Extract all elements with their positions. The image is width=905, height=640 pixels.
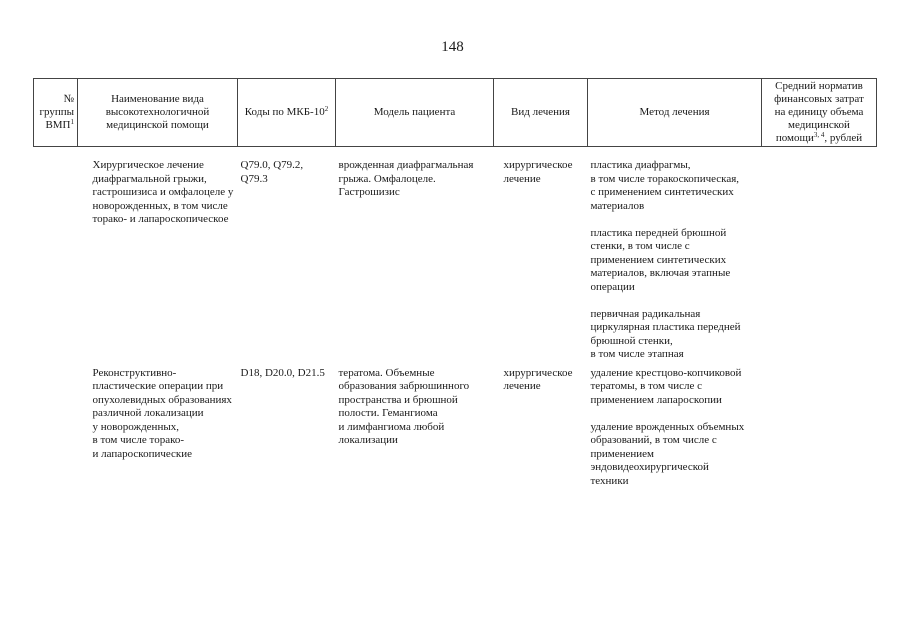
cell-group-no: [34, 147, 78, 362]
table-row: [34, 147, 877, 362]
table-header-row: [34, 79, 877, 147]
cell-cost: [762, 362, 877, 489]
method-item: удаление крестцово-копчиковой тератомы, в том числе с применением лапароскопии: [590, 366, 742, 406]
table-row: [34, 362, 877, 489]
cell-treatment-method: [588, 147, 762, 362]
cell-treatment-type: хирургическое лечение: [503, 159, 573, 185]
cell-name: Хирургическое лечение диафрагмальной грыжи, гастрошизиса и омфалоцеле у новорожденных, в том числе торако- и лапароскопическое: [92, 159, 234, 225]
cell-cost: [762, 147, 877, 362]
cell-group-no: [34, 362, 78, 489]
vmp-table: [33, 78, 877, 488]
method-item: первичная радикальная циркулярная пластика передней брюшной стенки, в том числе этапная: [590, 307, 741, 360]
cell-name: Реконструктивно- пластические операции при опухолевидных образованиях различной локализации у новорожденных, в том числе торако- и лапароскопические: [92, 366, 232, 460]
header-treatment-type: Вид лечения: [494, 79, 588, 147]
header-group-no: № группы ВМП$^1$: [34, 79, 78, 147]
method-item: пластика диафрагмы, в том числе торакоскопическая, с применением синтетических материалов: [590, 159, 740, 212]
cell-codes: D18, D20.0, D21.5: [240, 366, 325, 379]
cell-codes: Q79.0, Q79.2, Q79.3: [240, 159, 304, 185]
header-cost: Средний норматив финансовых затрат на единицу объема медицинской помощи$^{3, 4}$, рублей: [762, 79, 877, 147]
cell-patient-model: врожденная диафрагмальная грыжа. Омфалоцеле. Гастрошизис: [338, 159, 474, 198]
header-name: Наименование вида высокотехнологичной медицинской помощи: [78, 79, 238, 147]
method-item: пластика передней брюшной стенки, в том числе с применением синтетических материалов, включая этапные операции: [590, 226, 731, 293]
cell-patient-model: тератома. Объемные образования забрюшинного пространства и брюшной полости. Гемангиома и лимфангиома любой локализации: [338, 366, 470, 446]
page-number: 148: [441, 39, 464, 55]
method-item: удаление врожденных объемных образований, в том числе с применением эндовидеохирургической техники: [590, 420, 745, 487]
header-patient-model: Модель пациента: [336, 79, 494, 147]
cell-treatment-type: хирургическое лечение: [503, 366, 573, 392]
header-codes: Коды по МКБ-$10^2$: [238, 79, 336, 147]
header-treatment-method: Метод лечения: [588, 79, 762, 147]
cell-treatment-method: [588, 362, 762, 489]
